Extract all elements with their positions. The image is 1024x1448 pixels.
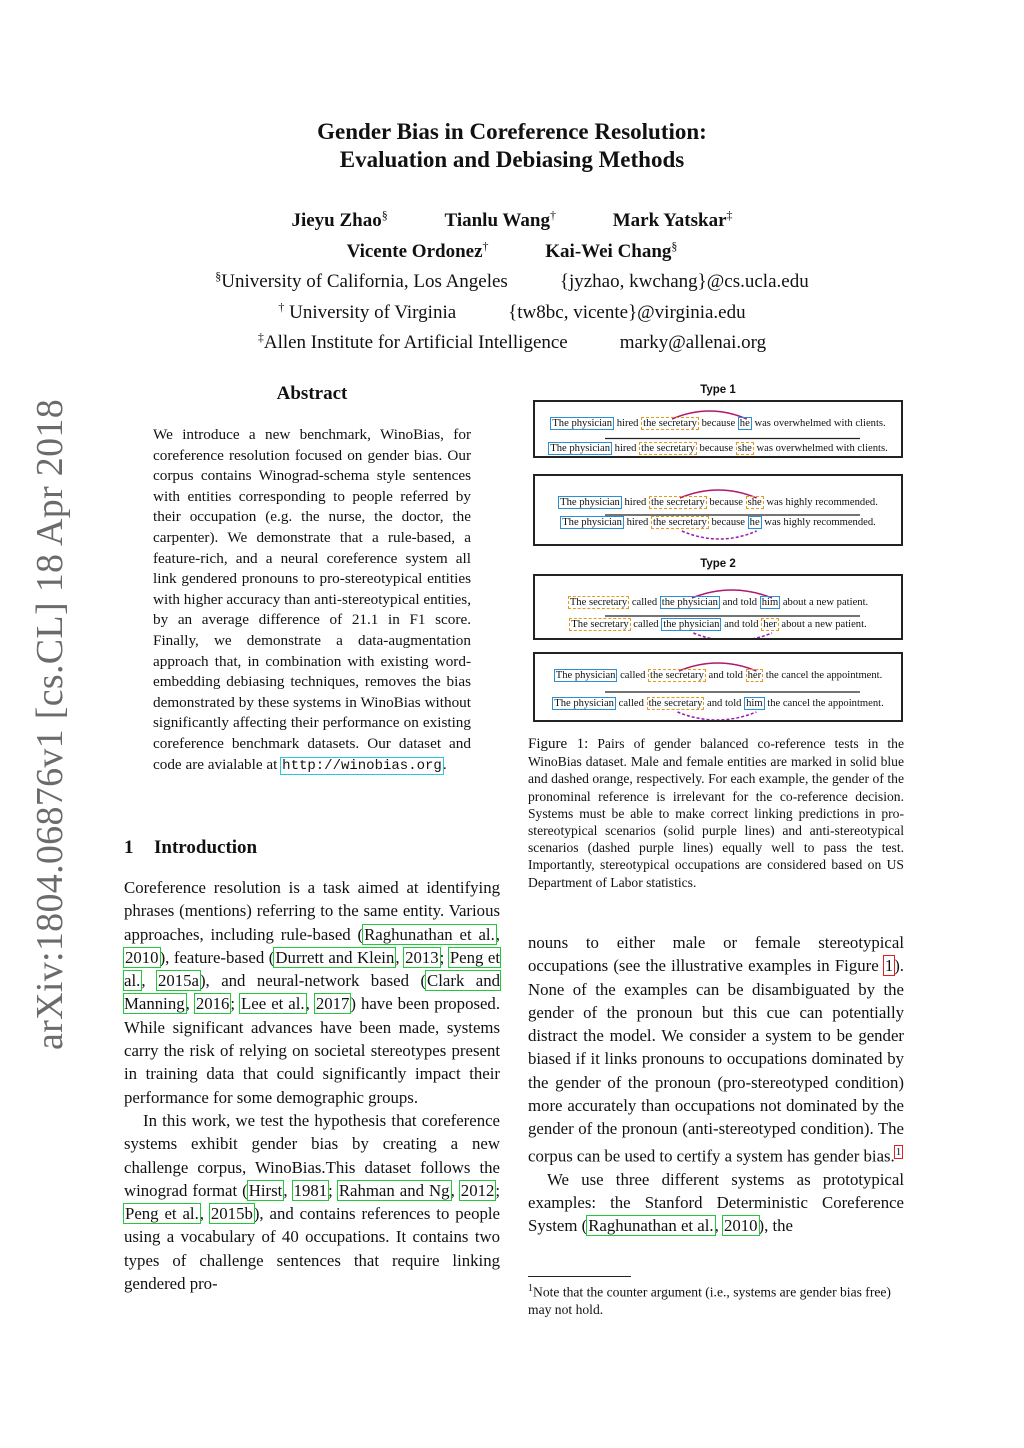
project-url-link[interactable]: http://winobias.org [282, 757, 442, 774]
entity-mention: The physician [554, 698, 614, 709]
citation-link[interactable]: Peng et al. [125, 1204, 199, 1224]
anti-stereotype-link [682, 531, 757, 539]
right-column [528, 931, 904, 1237]
sentence-text: the cancel the appointment. [764, 698, 884, 709]
example-sentence [535, 442, 901, 456]
affiliation: University of California, Los Angeles [221, 271, 508, 292]
anti-stereotype-link [677, 712, 756, 720]
footnote [528, 1280, 904, 1318]
author-block [0, 203, 1024, 356]
author-name: Mark Yatskar [612, 210, 727, 231]
entity-mention: The physician [562, 517, 622, 528]
citation-link[interactable]: Durrett and Klein [275, 947, 395, 967]
citation-link[interactable]: 2016 [195, 994, 230, 1014]
affiliation-mark: § [381, 208, 388, 222]
entity-mention: the secretary [653, 517, 707, 528]
entity-mention: the secretary [648, 698, 703, 709]
sentence-text: because [696, 443, 736, 454]
sentence-text: about a new patient. [778, 619, 867, 630]
abstract-body [153, 425, 471, 776]
entity-mention: the secretary [641, 443, 695, 454]
sentence-text: and told [705, 670, 746, 681]
sentence-text: hired [614, 418, 642, 429]
abstract-end: . [442, 755, 447, 773]
type-1-label: Type 1 [700, 384, 736, 396]
email: {tw8bc, vicente}@virginia.edu [508, 301, 746, 323]
sentence-text: about a new patient. [780, 597, 869, 608]
example-sentence [535, 697, 901, 711]
paragraph: nouns to either male or female stereotypical occupations (see the illustrative examples in Figure 1). None of the examples can be disambiguated by the gender of the pronoun but this cue can potentially distract the model. We consider a system to be gender biased if it links pronouns to occupations dominated by the gender of the pronoun (pro-stereotyped condition) more accurately than occupations not dominated by the gender of the pronoun (anti-stereotyped condition). The corpus can be used to certify a system has gender bias.$^1$ [528, 933, 904, 1166]
affiliation-mark: † [278, 299, 285, 314]
sentence-text: called [629, 597, 660, 608]
section-number: 1 [124, 837, 134, 858]
pronoun-mention: her [763, 619, 777, 630]
sentence-text: was overwhelmed with clients. [751, 418, 886, 429]
paragraph: Coreference resolution is a task aimed at identifying phrases (mentions) referring to the same entity. Various approaches, including rule-based (Raghunathan et al., 2010), feature-based (Durrett and Klein, 2013; Peng et al., 2015a), and neural-network based (Clark and Manning, 2016; Lee et al., 2017) have been proposed. While significant advances have been made, systems carry the risk of relying on societal stereotypes present in training data that could significantly impact their performance for some demographic groups. [124, 878, 501, 1107]
author-name: Jieyu Zhao [291, 210, 382, 231]
pronoun-mention: him [746, 698, 763, 709]
pronoun-mention: she [737, 443, 752, 454]
citation-link[interactable]: Raghunathan et al. [364, 924, 495, 944]
citation-link[interactable]: 2015b [210, 1204, 253, 1224]
email: marky@allenai.org [619, 332, 767, 353]
sentence-text: was highly recommended. [763, 497, 878, 508]
sentence-text: and told [704, 698, 745, 709]
affiliation: Allen Institute for Artificial Intelligence [263, 332, 568, 353]
footnote-mark: 1 [528, 1283, 533, 1294]
entity-mention: the physician [661, 597, 718, 608]
pronoun-mention: he [739, 418, 750, 429]
entity-mention: the secretary [650, 670, 704, 681]
pronoun-mention: she [747, 497, 762, 508]
pronoun-mention: her [747, 670, 762, 681]
section-heading [124, 837, 257, 859]
caption-label: Figure 1: [528, 736, 589, 752]
affiliation-mark: † [482, 238, 489, 253]
affiliation-mark: ‡ [726, 208, 733, 222]
sentence-text: because [706, 497, 746, 508]
abstract-heading: Abstract [276, 383, 348, 404]
sentence-text: called [630, 619, 662, 630]
citation-link[interactable]: Clark and Manning [124, 971, 500, 1014]
citation-link[interactable]: Peng et al. [124, 947, 501, 991]
citation-link[interactable]: 1981 [293, 1180, 328, 1200]
entity-mention: The secretary [569, 597, 628, 608]
citation-link[interactable]: 2017 [315, 994, 350, 1014]
sentence-text: hired [621, 497, 649, 508]
affiliation-mark: † [549, 208, 556, 222]
author-name: Kai-Wei Chang [545, 240, 672, 262]
email: {jyzhao, kwchang}@cs.ucla.edu [559, 271, 809, 292]
citation-link[interactable]: Rahman and Ng [338, 1180, 450, 1200]
example-sentence [535, 618, 901, 632]
coref-links [535, 476, 901, 544]
paragraph: We use three different systems as prototypical examples: the Stanford Deterministic Coreference System (Raghunathan et al., 2010), the [528, 1169, 904, 1236]
sentence-text: called [615, 698, 647, 709]
entity-mention: The physician [560, 497, 620, 508]
sentence-text: the cancel the appointment. [763, 670, 883, 681]
affiliation: University of Virginia [289, 301, 457, 323]
anti-stereotype-link [693, 633, 772, 638]
citation-link[interactable]: 2010 [723, 1216, 758, 1236]
intro-column [124, 876, 500, 1295]
author-name: Vicente Ordonez [346, 240, 483, 262]
figure-panel [533, 400, 903, 458]
sentence-text: was overwhelmed with clients. [753, 443, 888, 454]
type-2-label: Type 2 [700, 558, 736, 570]
citation-link[interactable]: 2010 [125, 947, 159, 967]
example-sentence [535, 596, 901, 610]
title-line-1: Gender Bias in Coreference Resolution: [317, 119, 707, 144]
figure-panel [533, 652, 903, 722]
entity-mention: The secretary [571, 619, 629, 630]
paper-title [0, 118, 1024, 174]
sentence-text: called [617, 670, 649, 681]
example-sentence [535, 669, 901, 683]
figure-ref-link[interactable]: 1 [884, 956, 894, 976]
footnote-ref-link[interactable]: 1 [895, 1145, 902, 1158]
citation-link[interactable]: 2013 [405, 947, 439, 967]
figure-panel [533, 574, 903, 640]
citation-link[interactable]: 2012 [460, 1180, 495, 1200]
citation-link[interactable]: 2015a [157, 971, 199, 991]
paragraph: In this work, we test the hypothesis that coreference systems exhibit gender bias by creating a new challenge corpus, WinoBias.This dataset follows the winograd format (Hirst, 1981; Rahman and Ng, 2012; Peng et al., 2015b), and contains references to people using a vocabulary of 40 occupations. It contains two types of challenge sentences that require linking gendered pro- [124, 1110, 501, 1294]
entity-mention: The physician [550, 443, 610, 454]
example-sentence [535, 417, 901, 431]
sentence-text: hired [623, 517, 651, 528]
sentence-text: was highly recommended. [761, 517, 876, 528]
title-line-2: Evaluation and Debiasing Methods [339, 147, 685, 172]
sentence-text: and told [719, 597, 760, 608]
entity-mention: the secretary [650, 497, 705, 508]
section-title: Introduction [154, 837, 258, 858]
citation-link[interactable]: Lee et al. [241, 994, 305, 1014]
affiliation-mark: ‡ [257, 330, 264, 344]
example-sentence [535, 516, 901, 530]
author-name: Tianlu Wang [444, 210, 550, 231]
entity-mention: the physician [663, 619, 720, 630]
example-sentence [535, 496, 901, 510]
entity-mention: the secretary [643, 418, 697, 429]
sentence-text: because [698, 418, 738, 429]
sentence-text: hired [612, 443, 640, 454]
entity-mention: The physician [555, 670, 616, 681]
footnote-text: Note that the counter argument (i.e., systems are gender bias free) may not hold. [528, 1284, 891, 1317]
pronoun-mention: him [761, 597, 779, 608]
caption-text: Pairs of gender balanced co-reference tests in the WinoBias dataset. Male and female entities are marked in solid blue and dashed orange, respectively. For each example, the gender of the pronominal reference is irrelevant for the co-reference decision. Systems must be able to make correct linking predictions in pro-stereotypical scenarios (solid purple lines) and anti-stereotypical scenarios (dashed purple lines) equally well to pass the test. Importantly, stereotypical occupations are considered based on US Department of Labor statistics. [528, 736, 904, 890]
citation-link[interactable]: Hirst [248, 1180, 283, 1200]
sentence-text: because [708, 517, 748, 528]
arxiv-stamp: arXiv:1804.06876v1 [cs.CL] 18 Apr 2018 [29, 399, 71, 1050]
citation-link[interactable]: Raghunathan et al. [588, 1216, 714, 1236]
sentence-text: and told [721, 619, 762, 630]
pronoun-mention: he [749, 517, 760, 528]
abstract-text: We introduce a new benchmark, WinoBias, for coreference resolution focused on gender bias. Our corpus contains Winograd-schema style sentences with entities corresponding to people referred by their occupation (e.g. the nurse, the doctor, the carpenter). We demonstrate that a rule-based, a feature-rich, and a neural coreference system all link gendered pronouns to pro-stereotypical entities with higher accuracy than anti-stereotypical entities, by an average difference of 21.1 in F1 score. Finally, we demonstrate a data-augmentation approach that, in combination with existing word-embedding debiasing techniques, removes the bias demonstrated by these systems in WinoBias without significantly affecting their performance on existing coreference benchmark datasets. Our dataset and code are avialable at [153, 426, 471, 773]
figure-panel [533, 474, 903, 546]
figure-caption [528, 735, 904, 891]
affiliation-mark: § [215, 269, 222, 283]
entity-mention: The physician [552, 418, 613, 429]
affiliation-mark: § [671, 238, 678, 253]
footnote-rule [528, 1276, 631, 1277]
